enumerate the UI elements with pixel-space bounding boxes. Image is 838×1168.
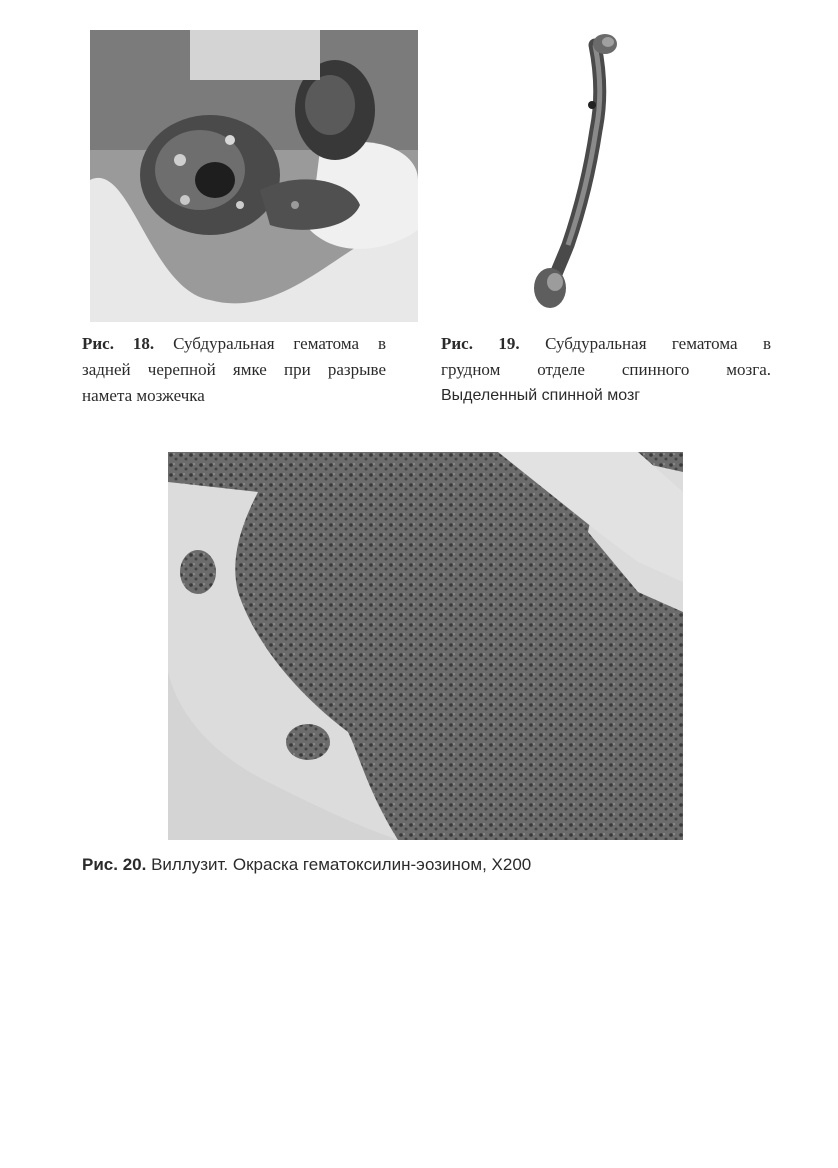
fig20-caption — [82, 852, 702, 878]
fig20-photo — [168, 452, 683, 840]
fig20-caption-text: Виллузит. Окраска гематоксилин-эозином, Х200 — [151, 855, 532, 874]
fig19-caption-line-1: Субдуральная гематома в — [545, 334, 771, 353]
fig18-label: Рис. 18. — [82, 334, 155, 353]
fig18-caption-line-2: задней черепной ямке при разрыве — [82, 360, 386, 379]
fig18-caption-line-3: намета мозжечка — [82, 386, 205, 405]
fig18-caption — [82, 331, 386, 409]
fig19-caption-line-3: Выделенный спинной мозг — [441, 387, 641, 404]
fig18-photo — [90, 30, 418, 322]
fig19-photo — [500, 30, 670, 322]
fig18-caption-line-1: Субдуральная гематома в — [173, 334, 386, 353]
fig19-caption — [441, 331, 771, 409]
fig19-label: Рис. 19. — [441, 334, 520, 353]
fig20-label: Рис. 20. — [82, 855, 147, 874]
fig19-caption-line-2: грудном отделе спинного мозга. — [441, 360, 771, 379]
